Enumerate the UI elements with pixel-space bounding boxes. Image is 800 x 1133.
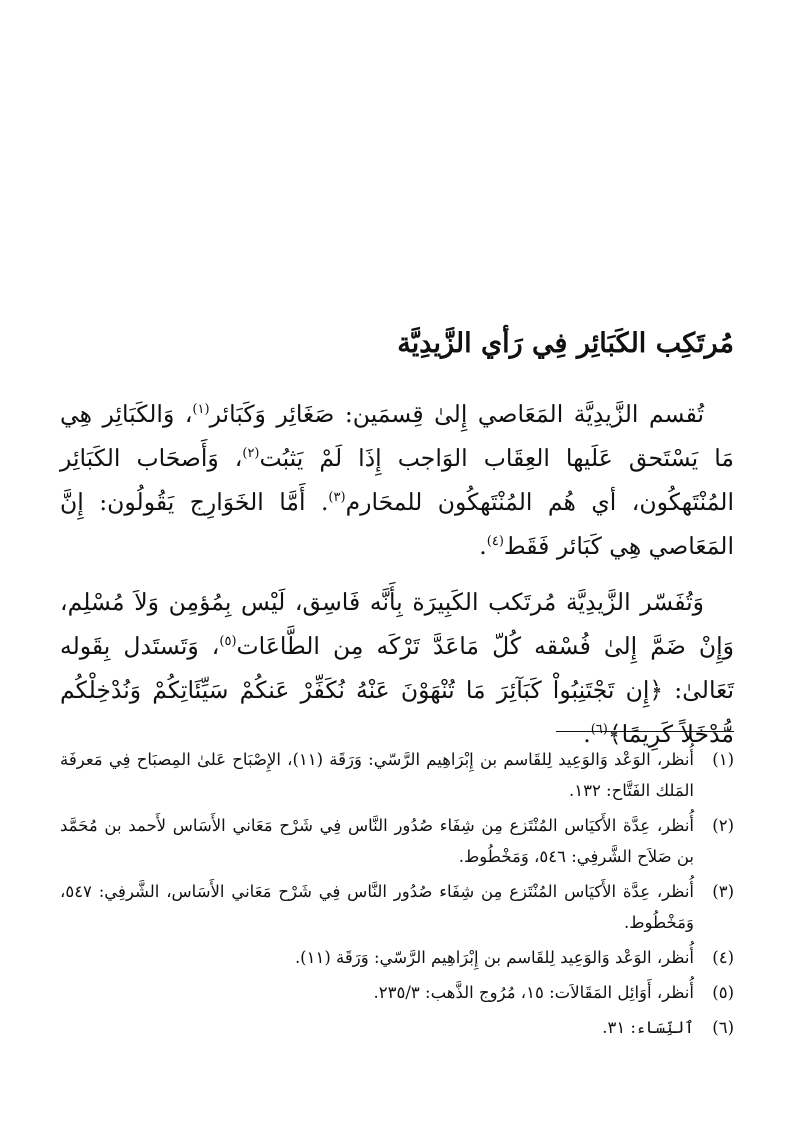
body-paragraph (60, 392, 734, 568)
paragraph-text: تُقسم الزَّيدِيَّة المَعَاصي إِلىٰ قِسمَين: صَغَائِر وَكَبَائر (209, 400, 704, 428)
paragraph-text: وَتُفَسّر الزَّيدِيَّة مُرتَكب الكَبِيرَة بِأَنَّه فَاسِق، لَيْس بِمُؤمِن وَلاَ مُسْلِم، وَإِنْ ضَمَّ إِلىٰ فُسْقه كُلّ مَاعَدَّ تَرْكَه مِن الطَّاعَات (60, 588, 734, 660)
footnote-item (60, 876, 734, 938)
paragraph-text: . (583, 720, 591, 748)
body-paragraph (60, 580, 734, 756)
footnote-item (60, 942, 734, 973)
footnote-item (60, 1012, 734, 1043)
footnote-ref[interactable]: (٢) (242, 446, 260, 462)
footnote-number: (٦) (712, 1018, 734, 1037)
footnote-text: أُنظر، عِدَّة الأَكيَاس المُنْتَزع مِن شِفَاء صُدُور النَّاس فِي شَرْح مَعَاني الأَسَاس، الشَّرفِي: ٥٤٧، وَمَخْطُوط. (60, 882, 694, 932)
paragraph-text: . أَمَّا الخَوَارِج يَقُولُون: إِنَّ المَعَاصي هِي كَبَائر فَقَط (60, 488, 734, 560)
footnote-ref[interactable]: (٦) (590, 722, 608, 738)
section-heading: مُرتَكِب الكَبَائِر فِي رَأي الزَّيدِيَّة (397, 328, 734, 359)
paragraph-text: . (479, 532, 487, 560)
footnote-number: (٣) (712, 882, 734, 901)
footnote-ref[interactable]: (١) (192, 402, 210, 418)
footnote-divider (556, 731, 734, 732)
footnote-text: أُنظر، الوَعْد وَالوَعِيد لِلقَاسم بن إِبْرَاهِيم الرَّسّي: وَرَقَة (١١)، الإِصْبَاح عَلىٰ المِصبَاح فِي مَعرفَة المَلك الفَتَّاح: ١٣٢. (60, 750, 694, 800)
footnote-text: أُنظر، الوَعْد وَالوَعِيد لِلقَاسم بن إِبْرَاهِيم الرَّسّي: وَرَقَة (١١). (294, 948, 694, 967)
footnote-item (60, 810, 734, 872)
footnote-item (60, 977, 734, 1008)
footnote-number: (٥) (712, 983, 734, 1002)
footnote-text: ٱلنِّسَاء: ٣١. (602, 1018, 694, 1037)
footnote-ref[interactable]: (٤) (486, 534, 504, 550)
quran-verse: ، وَتَستَدل بِقَوله تَعَالىٰ: ﴿إِن تَجْتَنِبُواْ كَبَآئِرَ مَا تُنْهَوْنَ عَنْهُ نُكَفِّرْ عَنكُمْ سَيِّئَاتِكُمْ وَنُدْخِلْكُم مُّدْخَلاً كَرِيمًا﴾ (60, 632, 734, 748)
footnote-ref[interactable]: (٣) (328, 490, 346, 506)
footnote-ref[interactable]: (٥) (219, 634, 237, 650)
footnote-number: (١) (712, 750, 734, 769)
footnote-number: (٤) (712, 948, 734, 967)
footnote-text: أُنظر، أَوَائِل المَقَالاَت: ١٥، مُرُوج الذَّهب: ٢٣٥/٣. (373, 983, 694, 1002)
paragraph-text: ، وَأَصحَاب الكَبَائِر المُنْتَهكُون، أي هُم المُنْتَهكُون للمحَارم (60, 444, 734, 516)
body-text (60, 392, 734, 768)
footnotes (60, 744, 734, 1047)
footnote-number: (٢) (712, 816, 734, 835)
paragraph-text: ، وَالكَبَائِر هِي مَا يَسْتَحق عَلَيها العِقَاب الوَاجب إِذَا لَمْ يَثبُت (60, 400, 734, 472)
footnote-item (60, 744, 734, 806)
footnote-text: أُنظر، عِدَّة الأَكيَاس المُنْتَزع مِن شِفَاء صُدُور النَّاس فِي شَرْح مَعَاني الأَسَاس لأَحمد بن مُحَمَّد بن صَلاَح الشَّرفِي: ٥٤٦، وَمَخْطُوط. (60, 816, 694, 866)
